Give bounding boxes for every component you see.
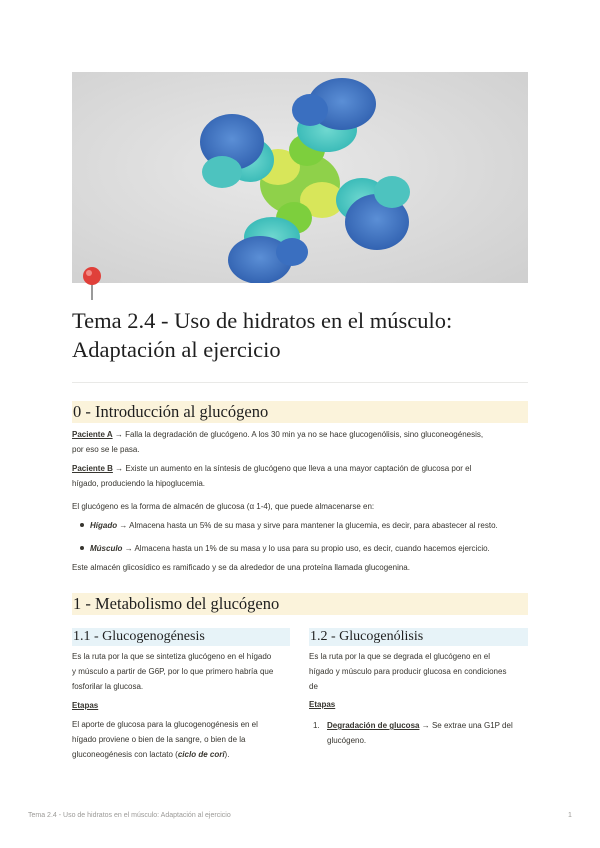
text-left-line1: El aporte de glucosa para la glucogenogénesis en el (72, 720, 258, 729)
section0-heading: 0 - Introducción al glucógeno (72, 401, 528, 423)
def-right-line3: de (309, 682, 318, 691)
footer-title: Tema 2.4 - Uso de hidratos en el músculo: Adaptación al ejercicio (28, 812, 231, 819)
bullet-higado-text: Almacena hasta un 5% de su masa y sirve para mantener la glucemia, es decir, para abastecer al resto. (129, 521, 498, 530)
title-divider (72, 382, 528, 383)
case-a-label: Paciente A (72, 430, 113, 439)
cover-image (72, 72, 528, 283)
page-title-line1: Tema 2.4 - Uso de hidratos en el músculo: (72, 308, 453, 333)
intro-paragraph: El glucógeno es la forma de almacén de glucosa (α 1-4), que puede almacenarse en: (72, 502, 375, 511)
bullet-musculo-arrow: → (124, 544, 133, 553)
closing-paragraph: Este almacén glicosídico es ramificado y se da alrededor de una proteína llamada glucogenina. (72, 563, 410, 572)
bullet-higado-arrow: → (119, 521, 128, 530)
section1-heading: 1 - Metabolismo del glucógeno (72, 593, 528, 615)
case-b-paragraph (72, 461, 528, 491)
degradacion-term: Degradación de glucosa (327, 721, 420, 730)
bullet-musculo-text: Almacena hasta un 1% de su masa y lo usa para su propio uso, es decir, cuando hacemos ejercicio. (134, 544, 490, 553)
etapas-left-label: Etapas (72, 701, 99, 710)
def-right-line2: hígado y músculo para producir glucosa en condiciones (309, 667, 507, 676)
pin-icon (78, 264, 108, 304)
glucogenolisis-definition (309, 649, 528, 694)
glucogenogenesis-text (72, 717, 294, 762)
text-left-line2: hígado proviene o bien de la sangre, o bien de la (72, 735, 246, 744)
bullet-dot (80, 523, 84, 527)
def-right-line1: Es la ruta por la que se degrada el glucógeno en el (309, 652, 491, 661)
text-left-line3-pre: gluconeogénesis con lactato ( (72, 750, 178, 759)
glucogenogenesis-definition (72, 649, 294, 694)
case-b-arrow: → (115, 464, 124, 473)
degradacion-line2: glucógeno. (327, 736, 367, 745)
page-number: 1 (568, 812, 572, 819)
case-b-label: Paciente B (72, 464, 113, 473)
case-a-line1: Falla la degradación de glucógeno. A los 30 min ya no se hace glucogenólisis, sino gluconeogénesis, (125, 430, 484, 439)
bullet-higado-term: Hígado (90, 521, 118, 530)
bullet-musculo-term: Músculo (90, 544, 123, 553)
bullet-higado (90, 518, 528, 533)
section1-right-heading: 1.2 - Glucogenólisis (309, 628, 528, 646)
degradacion-arrow: → (421, 721, 430, 730)
text-left-line3-post: ). (224, 750, 230, 759)
case-a-line2: por eso se le pasa. (72, 445, 140, 454)
page-title (72, 306, 528, 364)
degradacion-line1: Se extrae una G1P del (431, 721, 513, 730)
etapas-right-label: Etapas (309, 700, 336, 709)
case-b-line2: hígado, produciendo la hipoglucemia. (72, 479, 205, 488)
def-left-line3: fosforilar la glucosa. (72, 682, 144, 691)
ciclo-de-cori: ciclo de cori (177, 750, 225, 759)
page-title-line2: Adaptación al ejercicio (72, 337, 281, 362)
list-number: 1. (313, 721, 320, 730)
case-a-paragraph (72, 427, 528, 457)
bullet-dot (80, 546, 84, 550)
case-a-arrow: → (114, 430, 123, 439)
protein-structure-illustration (72, 72, 528, 283)
bullet-musculo (90, 541, 528, 556)
case-b-line1: Existe un aumento en la síntesis de glucógeno que lleva a una mayor captación de glucosa por el (125, 464, 472, 473)
def-left-line2: y músculo a partir de G6P, por lo que primero habría que (72, 667, 274, 676)
def-left-line1: Es la ruta por la que se sintetiza glucógeno en el hígado (72, 652, 272, 661)
degradacion-item (327, 718, 528, 748)
section1-left-heading: 1.1 - Glucogenogénesis (72, 628, 290, 646)
